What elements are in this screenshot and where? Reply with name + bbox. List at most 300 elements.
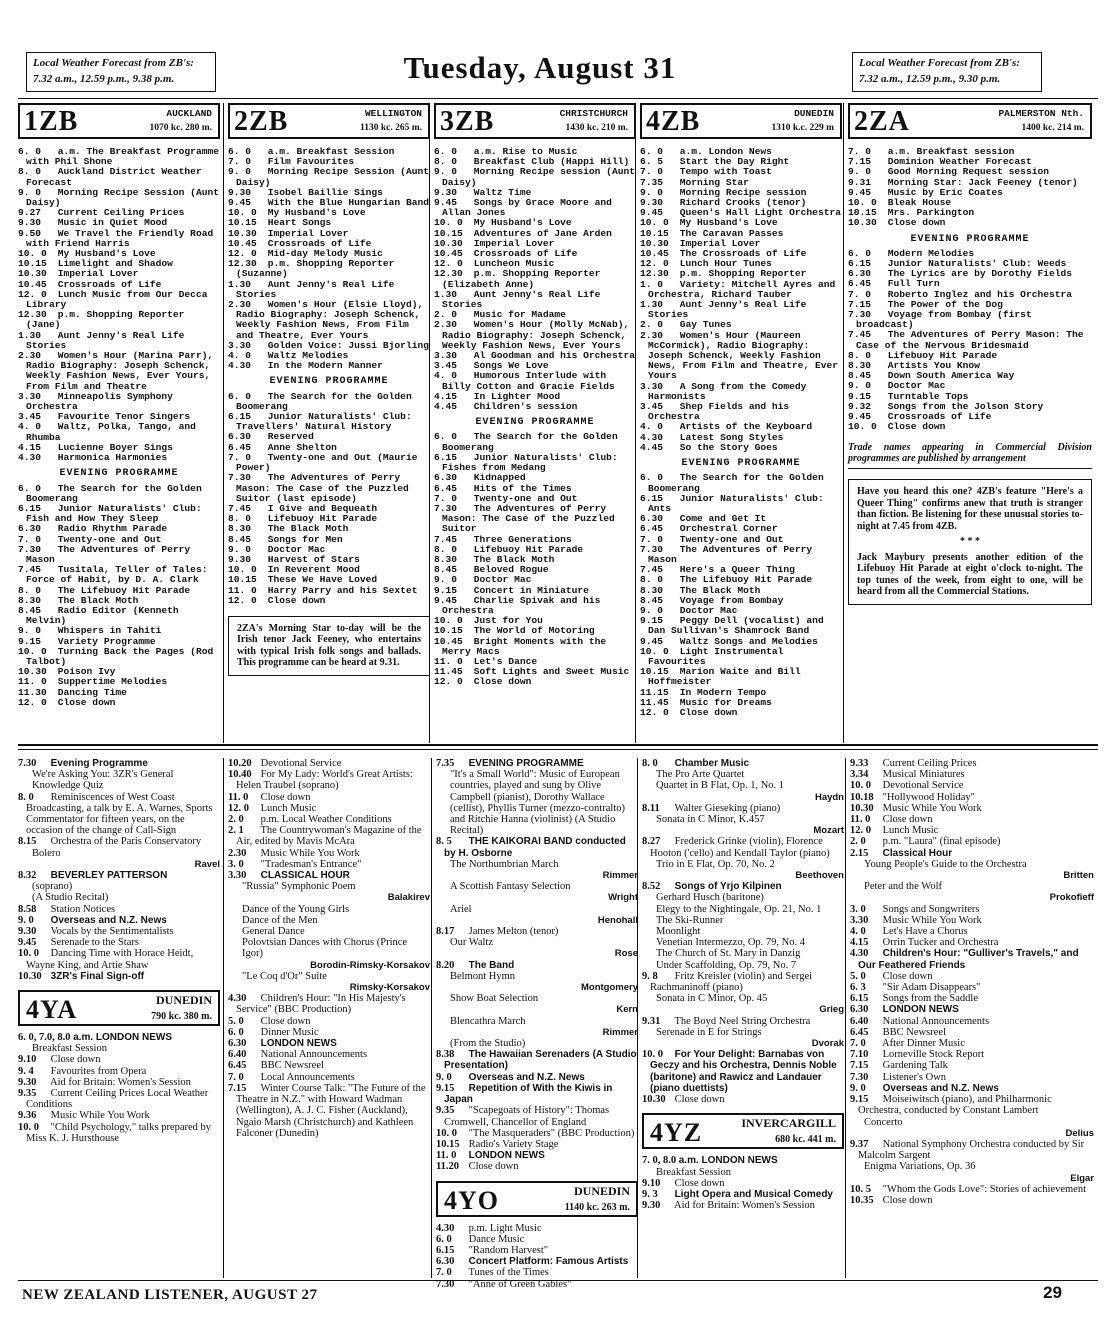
entry-time: 9. 8 bbox=[642, 970, 658, 982]
entry-title: "Le Coq d'Or" Suite bbox=[242, 970, 327, 982]
national-column-5 bbox=[850, 758, 1094, 1278]
entry-time: 9.27 bbox=[18, 207, 42, 219]
programme-entry bbox=[642, 1167, 844, 1178]
entry-time: 6.45 bbox=[848, 278, 872, 290]
entry-time: 9.15 bbox=[18, 635, 42, 647]
programme-block bbox=[850, 937, 1094, 948]
entry-time: 6.30 bbox=[228, 431, 252, 443]
entry-title: Winter Course Talk: "The Future of the Theatre in N.Z." with Howard Wadman (Wellington), A. J. C. Fisher (Auckland), Ngaio Marsh (Christchurch) and Kathleen Falconer (Dunedin) bbox=[236, 1082, 426, 1139]
entry-time: 9. 0 bbox=[850, 1082, 866, 1094]
entry-title: Dance of the Men bbox=[242, 914, 318, 926]
entry-title: The Adventures of Perry Mason bbox=[26, 543, 191, 565]
programme-entry bbox=[18, 769, 220, 791]
entry-title: Music by Eric Coates bbox=[887, 186, 1003, 198]
footer-rule bbox=[18, 1280, 1098, 1281]
entry-time: 4.30 bbox=[850, 948, 869, 960]
programme-block bbox=[436, 1038, 638, 1049]
entry-title: Morning Recipe session (Aunt Daisy) bbox=[442, 166, 635, 188]
entry-time: 6. 0 bbox=[18, 146, 42, 157]
programme-entry bbox=[434, 667, 636, 677]
programme-block bbox=[850, 1027, 1094, 1038]
programme-block bbox=[850, 848, 1094, 859]
entry-time: 6.15 bbox=[850, 993, 869, 1005]
entry-time: 2.15 bbox=[850, 847, 869, 859]
entry-time: 1.30 bbox=[18, 329, 42, 341]
entry-title: Music for Dreams bbox=[679, 696, 772, 708]
programme-entry bbox=[640, 473, 842, 493]
entry-time: 8. 5 bbox=[436, 836, 452, 848]
programme-entry bbox=[642, 758, 844, 769]
entry-title: Women's Hour (Elsie Lloyd), Radio Biography: Joseph Schenck, Weekly Fashion News, From Film and Theatre, Ever Yours bbox=[236, 299, 424, 341]
entry-time: 10.15 bbox=[434, 625, 463, 637]
entry-time: 9.45 bbox=[228, 197, 252, 209]
entry-time: 3.30 bbox=[18, 390, 42, 402]
entry-title: Light Opera and Musical Comedy bbox=[674, 1188, 833, 1200]
programme-entry bbox=[642, 1200, 844, 1211]
programme-entry bbox=[850, 1139, 1094, 1161]
entry-time: 9.45 bbox=[640, 635, 664, 647]
column-separator bbox=[845, 758, 846, 1278]
programme-entry bbox=[436, 1016, 638, 1027]
entry-title: Orchestra of the Paris Conservatory bbox=[50, 836, 202, 848]
programme-entry bbox=[850, 859, 1094, 870]
programme-block bbox=[642, 1094, 844, 1105]
entry-time: 9. 3 bbox=[642, 1188, 658, 1200]
entry-time: 10.45 bbox=[434, 635, 463, 647]
programme-entry bbox=[640, 596, 842, 606]
entry-title: CLASSICAL HOUR bbox=[260, 870, 350, 882]
entry-title: Close down bbox=[882, 970, 933, 982]
entry-time: 2. 0 bbox=[434, 309, 458, 321]
programme-entry bbox=[850, 1161, 1094, 1172]
entry-time: 4.15 bbox=[18, 441, 42, 453]
feature-note-text: Jack Maybury presents another edition of the Lifebuoy Hit Parade at eight o'clock to-night. The top tunes of the week, from eight to one, will be heard from all the Commercial Stations. bbox=[857, 551, 1083, 598]
entry-time: 10.30 bbox=[640, 237, 669, 249]
entry-title: Close down bbox=[473, 676, 532, 688]
programme-entry bbox=[436, 881, 638, 892]
entry-time: 7. 0 bbox=[18, 533, 42, 545]
station-callsign: 2ZB bbox=[234, 106, 289, 137]
entry-title: Songs from the Jolson Story bbox=[887, 400, 1044, 412]
programme-block bbox=[228, 803, 430, 814]
entry-time: 3. 0 bbox=[850, 903, 866, 915]
entry-time: 6.45 bbox=[228, 1060, 247, 1072]
entry-time: 8.30 bbox=[228, 523, 252, 535]
composer-name: Britten bbox=[1063, 870, 1094, 882]
entry-title: Peggy Dell (vocalist) and Dan Sullivan's Shamrock Band bbox=[648, 615, 824, 637]
programme-block bbox=[642, 904, 844, 915]
entry-time: 4.45 bbox=[434, 401, 458, 413]
evening-programme-heading: EVENING PROGRAMME bbox=[475, 417, 595, 429]
programme-block bbox=[850, 881, 1094, 903]
composer-name: Balakirev bbox=[387, 892, 430, 904]
entry-title: I Give and Bequeath bbox=[267, 502, 378, 514]
entry-time: 10.40 bbox=[228, 769, 252, 781]
programme-entry bbox=[436, 937, 638, 948]
programme-entry bbox=[18, 758, 220, 769]
entry-time: 6. 0 bbox=[434, 146, 458, 157]
entry-title: Evening Programme bbox=[50, 758, 148, 769]
entry-title: So the Story Goes bbox=[679, 441, 778, 453]
entry-title: Twenty-one and Out bbox=[679, 533, 784, 545]
programme-block bbox=[228, 859, 430, 870]
entry-time: 6.15 bbox=[228, 411, 252, 423]
programme-entry bbox=[228, 280, 430, 300]
programme-entry bbox=[850, 1072, 1094, 1083]
entry-time: 12. 0 bbox=[18, 288, 47, 300]
entry-title: BBC Newsreel bbox=[882, 1026, 946, 1038]
entry-time: 7. 0 bbox=[436, 1267, 452, 1279]
weather-forecast-box-right: Local Weather Forecast from ZB's: 7.32 a.m., 12.59 p.m., 9.30 p.m. bbox=[852, 52, 1042, 92]
programme-entry bbox=[18, 937, 220, 948]
entry-title: Dinner Music bbox=[260, 1026, 319, 1038]
entry-time: 7.15 bbox=[848, 156, 872, 168]
entry-time: 6. 0 bbox=[228, 146, 252, 157]
entry-time: 6.15 bbox=[18, 502, 42, 514]
entry-time: 7.30 bbox=[434, 502, 458, 514]
entry-time: 2.30 bbox=[434, 319, 458, 331]
entry-title: Junior Naturalists' Club: Ants bbox=[648, 492, 824, 514]
entry-title: Doctor Mac bbox=[473, 574, 532, 586]
programme-block bbox=[228, 971, 430, 993]
programme-entry bbox=[850, 1038, 1094, 1049]
entry-time: 2. 1 bbox=[228, 825, 244, 837]
entry-time: 9.10 bbox=[642, 1177, 661, 1189]
entry-title: Junior Naturalists' Club: Travellers' Natural History bbox=[236, 411, 412, 433]
entry-time: 7. 0 bbox=[850, 1038, 866, 1050]
entry-time: 9.30 bbox=[18, 217, 42, 229]
entry-time: 8.20 bbox=[436, 959, 455, 971]
entry-time: 11.15 bbox=[640, 686, 669, 698]
programme-entry bbox=[228, 1027, 430, 1038]
programme-entry bbox=[18, 836, 220, 847]
programme-entry bbox=[434, 320, 636, 351]
programme-block bbox=[436, 1150, 638, 1161]
programme-entry bbox=[640, 280, 842, 300]
programme-entry bbox=[228, 535, 430, 545]
programme-entry bbox=[436, 1245, 638, 1256]
entry-time: 12. 0 bbox=[640, 258, 669, 270]
entry-time: 12.30 bbox=[228, 258, 257, 270]
programme-entry bbox=[434, 402, 636, 412]
station-header bbox=[642, 1113, 844, 1149]
programme-entry bbox=[850, 993, 1094, 1004]
programme-entry bbox=[850, 1195, 1094, 1206]
programme-block bbox=[18, 1043, 220, 1054]
programme-block bbox=[436, 836, 638, 858]
composer-name: Wright bbox=[608, 892, 638, 904]
entry-title: Show Boat Selection bbox=[450, 993, 539, 1005]
entry-title: The Adventures of Perry Mason: The Case of the Puzzled Suitor bbox=[442, 502, 615, 535]
entry-time: 10.30 bbox=[642, 1094, 666, 1106]
entry-time: 6.15 bbox=[640, 492, 664, 504]
station-frequency: 1130 kc. 265 m. bbox=[359, 123, 422, 133]
entry-time: 12. 0 bbox=[640, 706, 669, 718]
entry-title: Twenty-one and Out (Maurie Power) bbox=[236, 451, 418, 474]
entry-time: 2. 0 bbox=[228, 814, 244, 826]
programme-entry bbox=[18, 892, 220, 903]
entry-time: 6.30 bbox=[18, 523, 42, 535]
programme-block bbox=[642, 803, 844, 814]
programme-entry bbox=[642, 859, 844, 870]
column-separator bbox=[843, 103, 844, 743]
programme-entry bbox=[848, 422, 1092, 432]
programme-entry bbox=[436, 971, 638, 982]
programme-entry bbox=[18, 188, 220, 208]
entry-title: Walter Gieseking (piano) bbox=[674, 802, 781, 814]
entry-time: 4.45 bbox=[640, 441, 664, 453]
entry-title: a.m. LONDON NEWS bbox=[678, 1155, 778, 1167]
programme-block bbox=[436, 1105, 638, 1127]
entry-time: 9. 0 bbox=[18, 186, 42, 198]
entry-title: Music While You Work bbox=[50, 1110, 150, 1122]
station-frequency: 1400 kc. 214 m. bbox=[1021, 123, 1084, 133]
programme-entry bbox=[228, 1049, 430, 1060]
entry-time: 4. 0 bbox=[228, 350, 252, 362]
entry-time: 9.15 bbox=[640, 615, 664, 627]
programme-entry bbox=[228, 1016, 430, 1027]
entry-title: Close down bbox=[468, 1161, 519, 1173]
entry-title: Musical Miniatures bbox=[882, 769, 965, 781]
programme-block bbox=[228, 870, 430, 881]
programme-block bbox=[436, 960, 638, 971]
entry-title: Imperial Lover bbox=[57, 268, 139, 280]
programme-block bbox=[436, 881, 638, 903]
programme-entry bbox=[850, 825, 1094, 836]
entry-title: Our Waltz bbox=[450, 937, 493, 949]
entry-title: The World of Motoring bbox=[473, 625, 595, 637]
programme-block bbox=[850, 1117, 1094, 1139]
entry-title: Radio Editor (Kenneth Melvin) bbox=[26, 604, 179, 627]
programme-entry bbox=[434, 432, 636, 452]
programme-block bbox=[642, 758, 844, 769]
entry-title: Station Notices bbox=[50, 903, 116, 915]
entry-time: 10. 0 bbox=[640, 645, 669, 657]
entry-title: Devotional Service bbox=[882, 780, 964, 792]
entry-title: Mid-day Melody Music bbox=[267, 248, 383, 260]
station-header bbox=[436, 1181, 638, 1217]
programme-block bbox=[642, 859, 844, 881]
entry-time: 10. 0 bbox=[228, 207, 257, 219]
section-divider bbox=[18, 744, 1098, 746]
entry-title: Come and Get It bbox=[679, 513, 767, 525]
entry-title: Reserved bbox=[267, 431, 314, 443]
programme-entry bbox=[642, 1094, 844, 1105]
publication-footer: NEW ZEALAND LISTENER, AUGUST 27 bbox=[22, 1287, 318, 1303]
entry-time: 7.30 bbox=[436, 1278, 455, 1290]
programme-block bbox=[850, 1060, 1094, 1071]
entry-title: Lunch Music from Our Decca Library bbox=[26, 288, 208, 311]
entry-title: "Random Harvest" bbox=[468, 1244, 549, 1256]
programme-block bbox=[18, 1077, 220, 1088]
entry-time: 11. 0 bbox=[228, 584, 257, 596]
programme-block bbox=[436, 1049, 638, 1071]
entry-title: The Hawaiian Serenaders (A Studio Presentation) bbox=[444, 1049, 637, 1072]
entry-title: Al Goodman and his Orchestra bbox=[473, 350, 635, 362]
entry-time: 10. 0 bbox=[18, 948, 39, 960]
entry-title: Modern Melodies bbox=[887, 247, 975, 259]
entry-title: a.m. Breakfast Session bbox=[267, 146, 395, 157]
entry-title: Roberto Inglez and his Orchestra bbox=[887, 288, 1072, 300]
entry-title: James Melton (tenor) bbox=[468, 926, 559, 938]
entry-time: 9. 4 bbox=[18, 1065, 34, 1077]
programme-block bbox=[850, 758, 1094, 769]
entry-title: Let's Have a Chorus bbox=[882, 926, 968, 938]
entry-title: THE KAIKORAI BAND conducted by H. Osborne bbox=[444, 836, 626, 859]
entry-time: 7.30 bbox=[640, 543, 664, 555]
entry-title: p.m. Shopping Reporter (Suzanne) bbox=[236, 258, 395, 280]
programme-block bbox=[436, 1128, 638, 1139]
programme-entry bbox=[850, 1016, 1094, 1027]
programme-block bbox=[18, 948, 220, 970]
programme-entry bbox=[850, 982, 1094, 993]
entry-time: 9.30 bbox=[228, 553, 252, 565]
entry-time: 10. 0 bbox=[848, 197, 877, 209]
entry-title: Sonata in C Minor, Op. 45 bbox=[656, 993, 768, 1005]
entry-title: Waltz Melodies bbox=[267, 350, 349, 362]
programme-entry bbox=[642, 769, 844, 780]
station-frequency: 790 kc. 380 m. bbox=[151, 1011, 212, 1023]
entry-title: The Black Moth bbox=[267, 523, 349, 535]
entry-time: 12. 0 bbox=[434, 676, 463, 688]
entry-title: Songs for Men bbox=[267, 533, 343, 545]
programme-entry bbox=[18, 698, 220, 708]
programme-block bbox=[228, 993, 430, 1015]
entry-title: For My Lady: World's Great Artists: Helen Traubel (soprano) bbox=[236, 769, 413, 792]
entry-title: Songs by Grace Moore and Allan Jones bbox=[442, 197, 612, 219]
entry-title: My Husband's Love bbox=[267, 207, 366, 219]
entry-time: 1.30 bbox=[640, 299, 664, 311]
entry-time: 8. 0 bbox=[18, 166, 42, 178]
national-column-3 bbox=[436, 758, 638, 1290]
entry-time: 9. 0 bbox=[640, 186, 664, 198]
entry-time: 6. 0 bbox=[18, 482, 42, 494]
entry-time: 10.20 bbox=[228, 758, 252, 769]
programme-block bbox=[436, 1245, 638, 1256]
programme-entry bbox=[228, 412, 430, 432]
entry-title: Harmonica Harmonies bbox=[57, 452, 168, 464]
entry-time: 6. 0 bbox=[228, 1026, 244, 1038]
programme-entry bbox=[848, 330, 1092, 350]
entry-time: 7.45 bbox=[18, 564, 42, 576]
entry-title: Listener's Own bbox=[882, 1071, 947, 1083]
header-rule bbox=[18, 98, 1098, 99]
entry-title: Adventures of Jane Arden bbox=[473, 227, 612, 239]
entry-title: Favourites from Opera bbox=[50, 1065, 147, 1077]
entry-time: 6. 0 bbox=[436, 1233, 452, 1245]
station-city: DUNEDIN bbox=[573, 1183, 630, 1198]
programme-block bbox=[228, 1060, 430, 1071]
station-column-3zb bbox=[434, 103, 636, 737]
entry-time: 8.30 bbox=[434, 553, 458, 565]
entry-title: My Husband's Love bbox=[473, 217, 572, 229]
programme-block bbox=[850, 1004, 1094, 1015]
composer-name: Rimmer bbox=[602, 870, 638, 882]
programme-entry bbox=[18, 915, 220, 926]
programme-entry bbox=[18, 1088, 220, 1110]
programme-entry bbox=[640, 545, 842, 565]
programme-entry bbox=[642, 814, 844, 825]
entry-time: 8.45 bbox=[848, 370, 872, 382]
programme-block bbox=[228, 814, 430, 825]
entry-time: 6. 0 bbox=[640, 472, 664, 484]
entry-title: Breakfast Club (Happi Hill) bbox=[473, 156, 630, 168]
composer-name: Prokofieff bbox=[1049, 892, 1094, 904]
programme-block bbox=[18, 915, 220, 926]
entry-title: The Church of St. Mary in Danzig bbox=[656, 948, 801, 960]
programme-entry bbox=[18, 870, 220, 881]
programme-entry bbox=[18, 688, 220, 698]
composer-name: Rimsky-Korsakov bbox=[349, 982, 430, 994]
station-column-2zb bbox=[228, 103, 430, 737]
programme-block bbox=[436, 904, 638, 926]
entry-title: The Search for the Golden Boomerang bbox=[442, 431, 618, 453]
entry-title: Marion Waite and Bill Hoffmeister bbox=[648, 666, 801, 688]
programme-entry bbox=[18, 1077, 220, 1088]
entry-title: Charlie Spivak and his Orchestra bbox=[442, 594, 601, 616]
entry-title: Turning Back the Pages (Rod Talbot) bbox=[26, 645, 214, 667]
programme-entry bbox=[18, 422, 220, 442]
programme-block bbox=[850, 915, 1094, 926]
programme-entry bbox=[228, 859, 430, 870]
programme-block bbox=[436, 1256, 638, 1267]
entry-title: Orrin Tucker and Orchestra bbox=[882, 937, 999, 949]
entry-title: "It's a Small World": Music of European countries, played and sung by Olive Campbell (pianist), Dorothy Wallace (cellist), Phyllis Turner (mezzo-contralto) and Ritchie Hanna (violinist) (A Studio Recital) bbox=[450, 769, 625, 837]
station-city: INVERCARGILL bbox=[741, 1116, 836, 1131]
programme-entry bbox=[640, 331, 842, 382]
programme-entry bbox=[18, 453, 220, 463]
entry-time: 9.15 bbox=[436, 1082, 455, 1094]
entry-title: Repetition of With the Kiwis in Japan bbox=[444, 1082, 613, 1106]
programme-entry bbox=[228, 300, 430, 341]
entry-title: Suppertime Melodies bbox=[57, 676, 168, 688]
entry-time: 10. 0 bbox=[18, 1121, 39, 1133]
programme-entry bbox=[18, 647, 220, 667]
station-city: AUCKLAND bbox=[166, 108, 212, 119]
entry-time: 8. 0 bbox=[18, 584, 42, 596]
programme-entry bbox=[642, 836, 844, 858]
entry-time: 10.45 bbox=[228, 237, 257, 249]
entry-time: 6.30 bbox=[850, 1004, 869, 1016]
entry-title: Morning Recipe session bbox=[679, 186, 807, 198]
entry-title: Close down bbox=[267, 594, 326, 606]
programme-entry bbox=[436, 904, 638, 915]
programme-entry bbox=[228, 473, 430, 504]
entry-time: 6. 0 bbox=[228, 390, 252, 402]
entry-title: Aunt Jenny's Real Life Stories bbox=[236, 278, 395, 300]
entry-title: Harry Parry and his Sextet bbox=[267, 584, 418, 596]
station-frequency: 1430 kc. 210 m. bbox=[565, 123, 628, 133]
entry-time: 9. 0 bbox=[228, 166, 252, 178]
entry-time: 4. 0 bbox=[18, 421, 42, 433]
entry-title: Junior Naturalists' Club: Fishes from Medang bbox=[442, 451, 618, 474]
programme-entry bbox=[228, 167, 430, 187]
entry-time: 8.30 bbox=[848, 360, 872, 372]
entry-title: Aid for Britain: Women's Session bbox=[674, 1200, 815, 1212]
programme-entry bbox=[434, 637, 636, 657]
entry-title: "Scapegoats of History": Thomas Cromwell, Chancellor of England bbox=[444, 1105, 610, 1128]
composer-name: Grieg bbox=[819, 1004, 844, 1016]
programme-block bbox=[228, 915, 430, 926]
programme-entry bbox=[848, 218, 1092, 228]
programme-block bbox=[850, 982, 1094, 993]
entry-title: A Song from the Comedy Harmonists bbox=[648, 380, 807, 402]
entry-time: 9.35 bbox=[18, 1088, 37, 1100]
entry-time: 10.15 bbox=[640, 227, 669, 239]
entry-time: 9.33 bbox=[850, 758, 869, 769]
entry-time: 10.35 bbox=[850, 1194, 874, 1206]
entry-title: Beloved Rogue bbox=[473, 564, 549, 576]
